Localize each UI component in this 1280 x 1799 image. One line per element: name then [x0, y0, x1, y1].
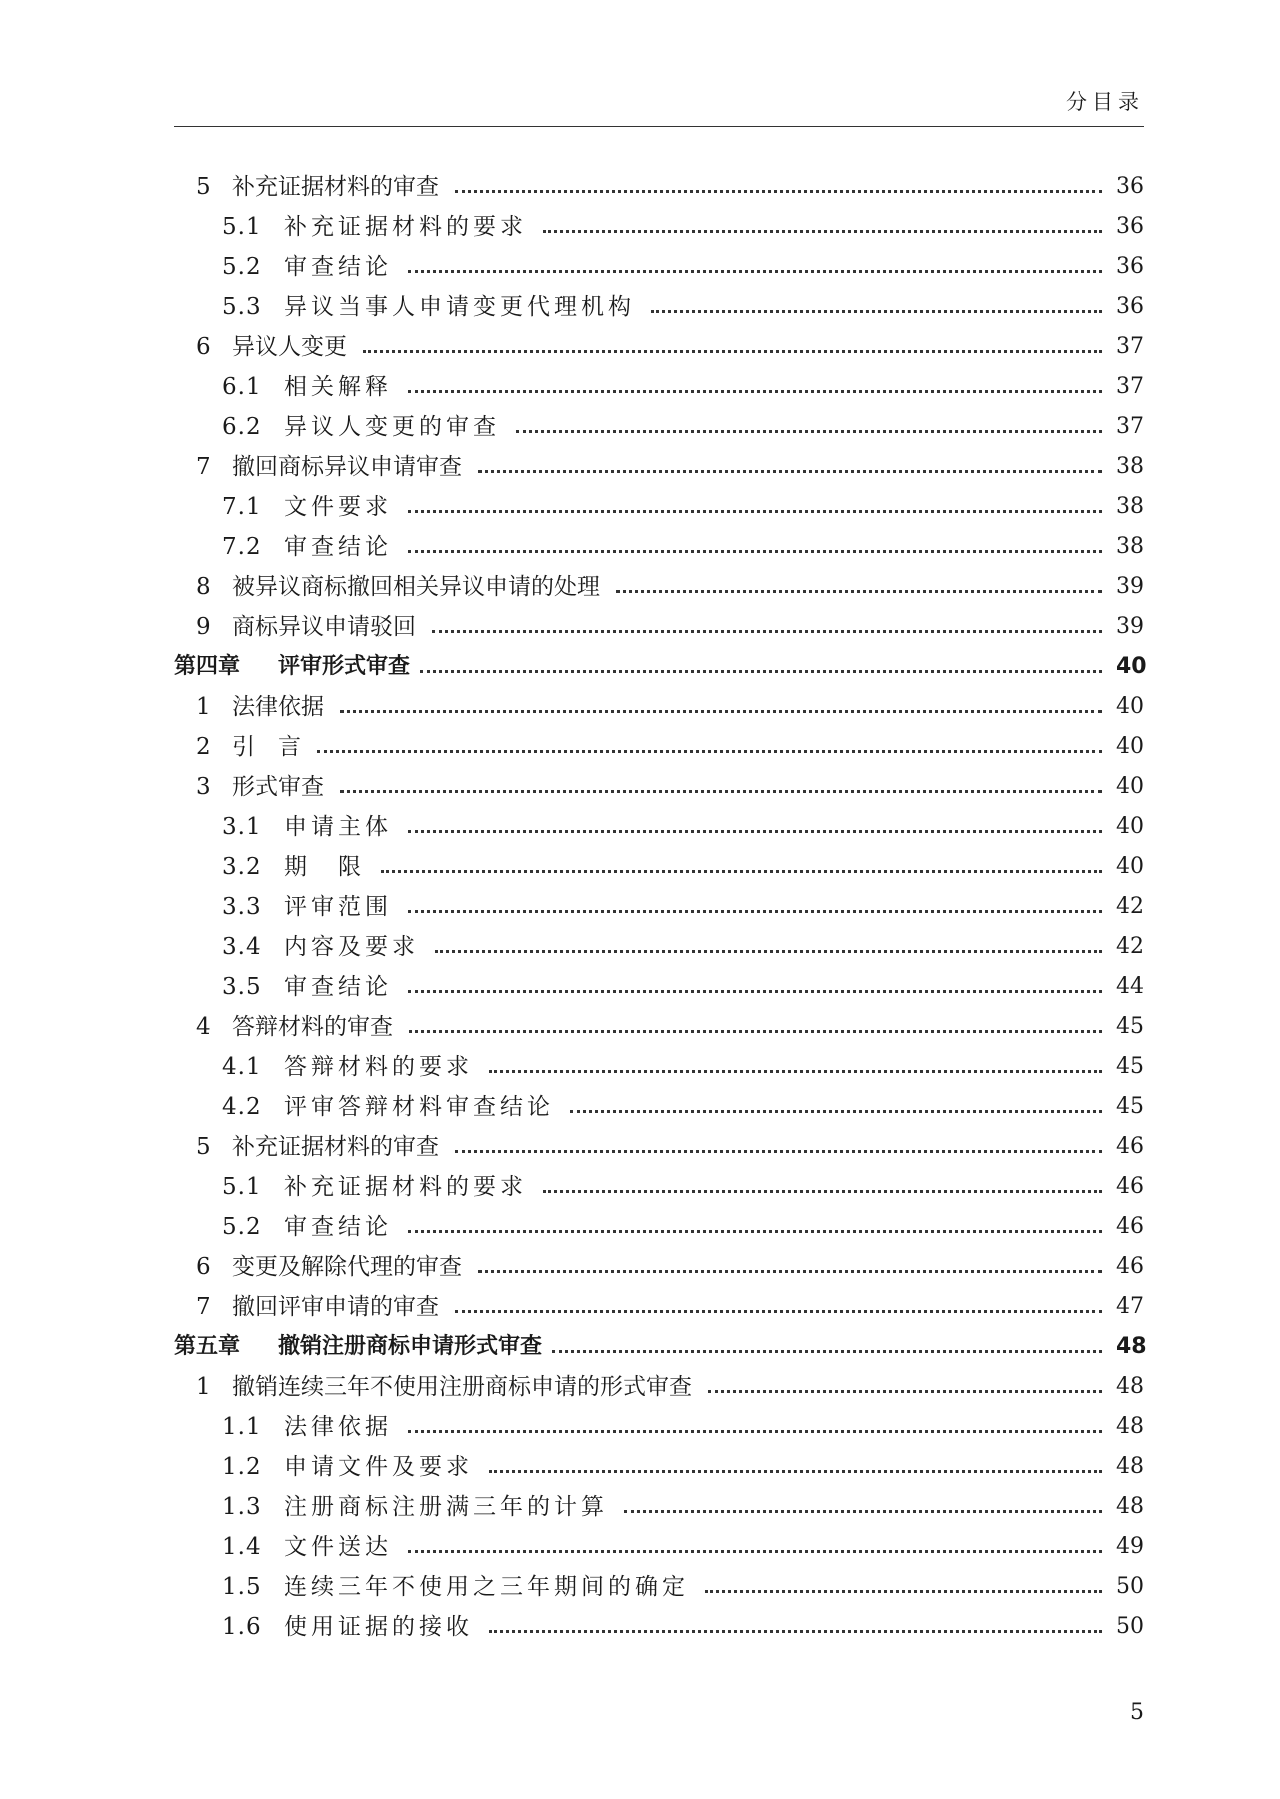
toc-entry[interactable] [174, 167, 1144, 207]
toc-leader-dots [381, 870, 1102, 873]
toc-entry-page: 50 [1116, 1574, 1144, 1599]
toc-entry-page: 45 [1116, 1094, 1144, 1119]
toc-leader-dots [570, 1110, 1102, 1113]
toc-entry[interactable] [174, 567, 1144, 607]
toc-entry-page: 48 [1116, 1334, 1147, 1359]
toc-entry-number: 3 [196, 774, 211, 800]
toc-entry-page: 40 [1116, 854, 1144, 879]
toc-entry-number: 2 [196, 734, 211, 760]
toc-entry-page: 45 [1116, 1054, 1144, 1079]
toc-entry[interactable] [174, 367, 1144, 407]
toc-leader-dots [651, 310, 1102, 313]
toc-entry-number: 1.4 [222, 1534, 262, 1560]
toc-entry-page: 48 [1116, 1414, 1144, 1439]
toc-entry[interactable] [174, 1447, 1144, 1487]
toc-entry-label: 补充证据材料的要求 [284, 1174, 527, 1200]
toc-leader-dots [408, 1430, 1102, 1433]
table-of-contents [174, 167, 1147, 1647]
toc-entry-label: 文件送达 [284, 1534, 392, 1560]
toc-leader-dots [408, 1550, 1102, 1553]
toc-entry-label: 评审答辩材料审查结论 [284, 1094, 554, 1120]
toc-entry-label: 审查结论 [284, 534, 392, 560]
toc-leader-dots [455, 1310, 1102, 1313]
toc-entry-page: 38 [1116, 494, 1144, 519]
toc-leader-dots [409, 1030, 1102, 1033]
toc-entry-label: 申请主体 [284, 814, 392, 840]
toc-entry[interactable] [174, 407, 1144, 447]
toc-entry-number: 3.4 [222, 934, 262, 960]
toc-entry[interactable] [174, 727, 1144, 767]
toc-entry[interactable] [174, 1007, 1144, 1047]
toc-leader-dots [408, 510, 1102, 513]
toc-leader-dots [478, 1270, 1102, 1273]
toc-entry[interactable] [174, 1567, 1144, 1607]
toc-entry-label: 撤回商标异议申请审查 [232, 454, 462, 480]
toc-leader-dots [408, 1230, 1102, 1233]
toc-entry-label: 异议当事人申请变更代理机构 [284, 294, 635, 320]
toc-entry-label: 法律依据 [232, 694, 324, 720]
toc-entry-number: 4.2 [222, 1094, 262, 1120]
toc-leader-dots [340, 710, 1102, 713]
toc-entry-label: 变更及解除代理的审查 [232, 1254, 462, 1280]
toc-entry-page: 42 [1116, 934, 1144, 959]
toc-entry[interactable] [174, 207, 1144, 247]
toc-entry-page: 37 [1116, 414, 1144, 439]
toc-leader-dots [432, 630, 1102, 633]
toc-entry-number: 1 [196, 1374, 211, 1400]
toc-entry-label: 撤销注册商标申请形式审查 [278, 1334, 543, 1359]
toc-entry[interactable] [174, 1527, 1144, 1567]
toc-entry-label: 评审形式审查 [278, 654, 411, 679]
toc-leader-dots [317, 750, 1102, 753]
toc-entry[interactable] [174, 287, 1144, 327]
toc-entry-number: 5 [196, 174, 211, 200]
toc-leader-dots [408, 550, 1102, 553]
toc-entry-page: 40 [1116, 694, 1144, 719]
toc-entry[interactable] [174, 447, 1144, 487]
toc-entry-number: 7 [196, 1294, 211, 1320]
toc-entry-number: 5 [196, 1134, 211, 1160]
toc-chapter-entry[interactable] [174, 647, 1147, 687]
toc-entry-page: 47 [1116, 1294, 1144, 1319]
toc-entry-page: 45 [1116, 1014, 1144, 1039]
toc-entry[interactable] [174, 1487, 1144, 1527]
toc-entry-page: 39 [1116, 574, 1144, 599]
toc-entry-label: 补充证据材料的要求 [284, 214, 527, 240]
toc-leader-dots [489, 1470, 1102, 1473]
toc-entry-number: 4.1 [222, 1054, 262, 1080]
toc-entry[interactable] [174, 1407, 1144, 1447]
toc-leader-dots [455, 1150, 1102, 1153]
toc-entry-label: 撤销连续三年不使用注册商标申请的形式审查 [232, 1374, 692, 1400]
toc-leader-dots [552, 1350, 1102, 1353]
toc-entry-label: 评审范围 [284, 894, 392, 920]
toc-entry-number: 7.2 [222, 534, 262, 560]
toc-entry-number: 7.1 [222, 494, 262, 520]
toc-leader-dots [705, 1590, 1102, 1593]
toc-leader-dots [489, 1630, 1102, 1633]
toc-entry[interactable] [174, 1607, 1144, 1647]
toc-entry-label: 期 限 [284, 854, 365, 880]
toc-leader-dots [708, 1390, 1102, 1393]
toc-entry-label: 连续三年不使用之三年期间的确定 [284, 1574, 689, 1600]
toc-leader-dots [489, 1070, 1102, 1073]
toc-entry[interactable] [174, 927, 1144, 967]
toc-entry[interactable] [174, 607, 1144, 647]
toc-entry-number: 1.5 [222, 1574, 262, 1600]
toc-entry[interactable] [174, 1047, 1144, 1087]
toc-entry-label: 内容及要求 [284, 934, 419, 960]
toc-entry-page: 37 [1116, 334, 1144, 359]
toc-entry-label: 答辩材料的审查 [232, 1014, 393, 1040]
toc-entry-page: 40 [1116, 654, 1147, 679]
toc-entry-page: 40 [1116, 734, 1144, 759]
toc-entry-label: 异议人变更的审查 [284, 414, 500, 440]
toc-leader-dots [435, 950, 1102, 953]
toc-entry-number: 1.6 [222, 1614, 262, 1640]
toc-entry-number: 第四章 [174, 654, 241, 679]
toc-entry-label: 使用证据的接收 [284, 1614, 473, 1640]
toc-entry-label: 引 言 [232, 734, 301, 760]
toc-entry[interactable] [174, 1287, 1144, 1327]
toc-entry-label: 商标异议申请驳回 [232, 614, 416, 640]
toc-entry-page: 40 [1116, 814, 1144, 839]
toc-entry-label: 异议人变更 [232, 334, 347, 360]
toc-entry[interactable] [174, 967, 1144, 1007]
toc-chapter-entry[interactable] [174, 1327, 1147, 1367]
toc-entry-number: 5.1 [222, 214, 262, 240]
toc-leader-dots [408, 910, 1102, 913]
header-title: 分目录 [1066, 90, 1144, 114]
toc-entry-page: 38 [1116, 534, 1144, 559]
toc-entry[interactable] [174, 527, 1144, 567]
toc-entry-number: 1 [196, 694, 211, 720]
toc-entry-label: 答辩材料的要求 [284, 1054, 473, 1080]
toc-entry-number: 4 [196, 1014, 211, 1040]
toc-entry-number: 6.2 [222, 414, 262, 440]
toc-entry-number: 6 [196, 334, 211, 360]
toc-entry-number: 5.2 [222, 254, 262, 280]
toc-leader-dots [624, 1510, 1102, 1513]
toc-leader-dots [543, 230, 1102, 233]
toc-entry-page: 48 [1116, 1374, 1144, 1399]
toc-leader-dots [340, 790, 1102, 793]
toc-leader-dots [363, 350, 1102, 353]
toc-entry-number: 1.2 [222, 1454, 262, 1480]
toc-entry[interactable] [174, 1247, 1144, 1287]
toc-entry-page: 46 [1116, 1174, 1144, 1199]
toc-entry-number: 6 [196, 1254, 211, 1280]
toc-entry-number: 3.1 [222, 814, 262, 840]
toc-entry-label: 补充证据材料的审查 [232, 174, 439, 200]
toc-entry-page: 50 [1116, 1614, 1144, 1639]
toc-entry-label: 形式审查 [232, 774, 324, 800]
toc-entry[interactable] [174, 887, 1144, 927]
toc-entry-page: 48 [1116, 1454, 1144, 1479]
toc-entry[interactable] [174, 1367, 1144, 1407]
toc-leader-dots [420, 670, 1102, 673]
toc-entry[interactable] [174, 687, 1144, 727]
toc-entry[interactable] [174, 1207, 1144, 1247]
toc-leader-dots [478, 470, 1102, 473]
toc-entry-label: 审查结论 [284, 974, 392, 1000]
toc-entry-label: 文件要求 [284, 494, 392, 520]
toc-entry-page: 48 [1116, 1494, 1144, 1519]
toc-entry[interactable] [174, 1167, 1144, 1207]
toc-entry-label: 审查结论 [284, 1214, 392, 1240]
toc-entry-number: 1.1 [222, 1414, 262, 1440]
toc-entry-page: 46 [1116, 1134, 1144, 1159]
toc-entry-page: 36 [1116, 214, 1144, 239]
toc-entry-label: 申请文件及要求 [284, 1454, 473, 1480]
toc-entry-label: 注册商标注册满三年的计算 [284, 1494, 608, 1520]
toc-entry-number: 8 [196, 574, 211, 600]
toc-entry[interactable] [174, 247, 1144, 287]
toc-entry-number: 第五章 [174, 1334, 241, 1359]
toc-entry-number: 6.1 [222, 374, 262, 400]
page-header [174, 86, 1144, 127]
toc-entry-label: 被异议商标撤回相关异议申请的处理 [232, 574, 600, 600]
toc-entry-page: 36 [1116, 254, 1144, 279]
toc-entry[interactable] [174, 767, 1144, 807]
toc-entry-number: 1.3 [222, 1494, 262, 1520]
toc-leader-dots [408, 270, 1102, 273]
toc-entry-number: 9 [196, 614, 211, 640]
toc-entry-page: 46 [1116, 1254, 1144, 1279]
toc-entry-page: 49 [1116, 1534, 1144, 1559]
toc-entry-page: 42 [1116, 894, 1144, 919]
toc-leader-dots [408, 830, 1102, 833]
toc-entry-label: 法律依据 [284, 1414, 392, 1440]
toc-leader-dots [408, 390, 1102, 393]
page-number: 5 [1130, 1700, 1144, 1725]
toc-entry-page: 38 [1116, 454, 1144, 479]
toc-entry-number: 5.1 [222, 1174, 262, 1200]
toc-entry-label: 撤回评审申请的审查 [232, 1294, 439, 1320]
toc-entry-page: 39 [1116, 614, 1144, 639]
toc-entry-page: 44 [1116, 974, 1144, 999]
toc-leader-dots [455, 190, 1102, 193]
toc-entry-page: 36 [1116, 294, 1144, 319]
toc-entry-number: 7 [196, 454, 211, 480]
toc-entry-number: 3.3 [222, 894, 262, 920]
toc-entry[interactable] [174, 327, 1144, 367]
toc-entry[interactable] [174, 1127, 1144, 1167]
toc-entry-label: 相关解释 [284, 374, 392, 400]
toc-entry-number: 3.5 [222, 974, 262, 1000]
toc-entry[interactable] [174, 487, 1144, 527]
toc-entry[interactable] [174, 807, 1144, 847]
toc-leader-dots [543, 1190, 1102, 1193]
toc-entry-page: 36 [1116, 174, 1144, 199]
toc-leader-dots [408, 990, 1102, 993]
toc-entry-label: 补充证据材料的审查 [232, 1134, 439, 1160]
toc-entry-label: 审查结论 [284, 254, 392, 280]
toc-entry-number: 5.3 [222, 294, 262, 320]
toc-entry[interactable] [174, 847, 1144, 887]
toc-entry-page: 46 [1116, 1214, 1144, 1239]
toc-leader-dots [616, 590, 1102, 593]
toc-entry-page: 40 [1116, 774, 1144, 799]
toc-entry-page: 37 [1116, 374, 1144, 399]
toc-entry-number: 5.2 [222, 1214, 262, 1240]
toc-entry[interactable] [174, 1087, 1144, 1127]
toc-leader-dots [516, 430, 1102, 433]
toc-entry-number: 3.2 [222, 854, 262, 880]
